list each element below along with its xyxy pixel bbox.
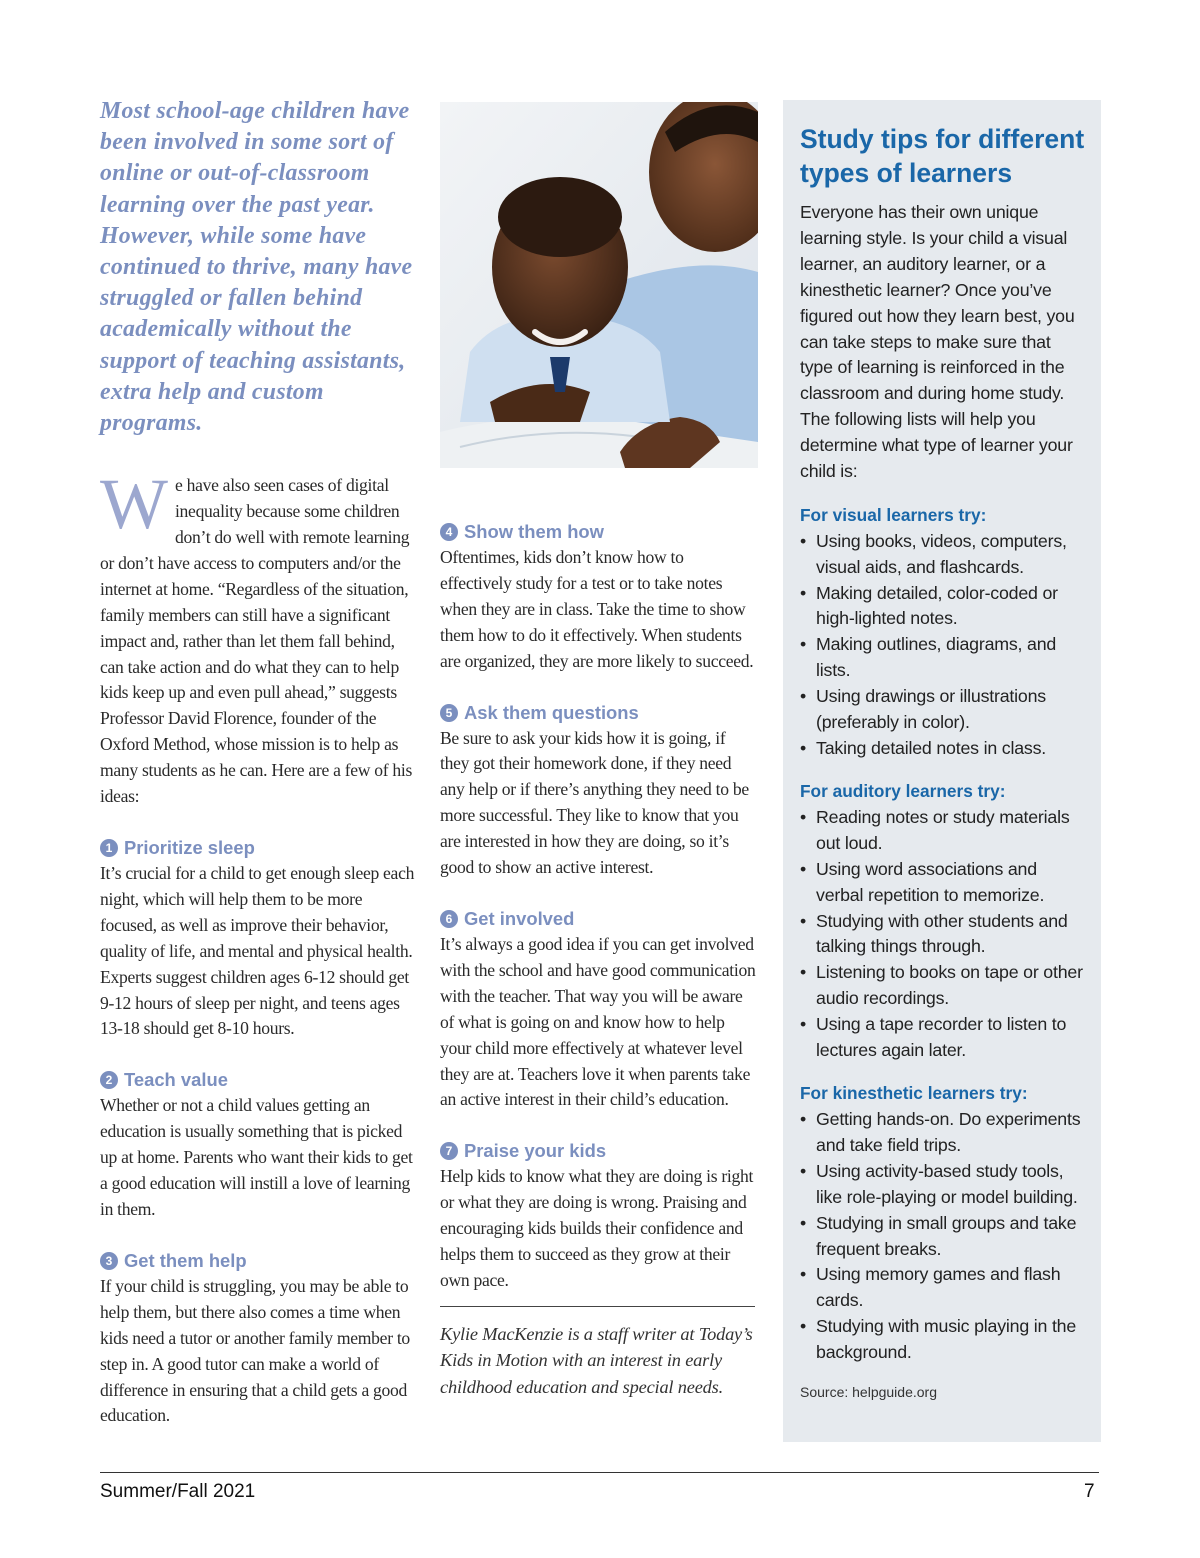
tip-4 — [440, 520, 758, 675]
tip-2 — [100, 1068, 416, 1223]
lead-text: e have also seen cases of digital inequality because some children don’t do well with remote learning or don’t have access to computers and/or the internet at home. “Regardless of the situation, family members can still have a significant impact and, rather than let them fall behind, can take action and do what they can to help kids keep up and even pull ahead,” suggests Professor David Florence, founder of the Oxford Method, whose mission is to help as many students as he can. Here are a few of his ideas: — [100, 475, 413, 807]
lead-paragraph — [100, 464, 416, 810]
middle-column — [440, 102, 758, 1419]
footer-divider — [100, 1472, 1099, 1473]
tip-3 — [100, 1249, 416, 1429]
tip-heading — [440, 1139, 758, 1163]
visual-learners-section — [800, 503, 1085, 762]
left-column — [100, 96, 416, 1429]
list-item: • Using word associations and verbal repetition to memorize. — [800, 857, 1085, 909]
tip-text: Whether or not a child values getting an education is usually something that is picked up at home. Parents who want their kids to get a good education will instill a love of learning in them. — [100, 1095, 413, 1219]
issue-label: Summer/Fall 2021 — [100, 1481, 256, 1502]
tip-title: Get them help — [124, 1249, 247, 1271]
page-number: 7 — [1084, 1481, 1095, 1502]
byline-divider — [440, 1306, 755, 1307]
tip-text: It’s crucial for a child to get enough sleep each night, which will help them to be more focused, as well as improve their behavior, quality of life, and mental and physical health. Experts suggest children ages 6-12 should get 9-12 hours of sleep per night, and teens ages 13-18 should get 8-10 hours. — [100, 863, 415, 1039]
list-item: • Making detailed, color-coded or high-lighted notes. — [800, 581, 1085, 633]
list-item: • Using activity-based study tools, like role-playing or model building. — [800, 1159, 1085, 1211]
source-credit: Source: helpguide.org — [800, 1384, 937, 1401]
tip-title: Praise your kids — [464, 1140, 607, 1162]
sidebar-title: Study tips for different types of learners — [800, 124, 1085, 188]
list-item: • Studying with music playing in the background. — [800, 1314, 1085, 1366]
tips-list — [800, 805, 1085, 1064]
tips-list — [800, 529, 1085, 762]
list-item: • Using drawings or illustrations (preferably in color). — [800, 684, 1085, 736]
list-item: • Using a tape recorder to listen to lectures again later. — [800, 1012, 1085, 1064]
drop-cap: W — [100, 464, 168, 545]
tip-number-badge: 5 — [440, 704, 458, 722]
tip-heading — [440, 907, 758, 931]
tip-7 — [440, 1139, 758, 1294]
tip-heading — [100, 836, 416, 860]
list-item: • Reading notes or study materials out loud. — [800, 805, 1085, 857]
list-item: • Getting hands-on. Do experiments and take field trips. — [800, 1107, 1085, 1159]
tip-text: If your child is struggling, you may be able to help them, but there also comes a time when kids need a tutor or another family member to step in. A good tutor can make a world of difference in ensuring that a child gets a good education. — [100, 1275, 410, 1426]
tip-text: Be sure to ask your kids how it is going, if they got their homework done, if they need any help or if there’s anything they need to be more successful. They like to know that you are interested in how they are doing, so it’s good to show an active interest. — [440, 727, 749, 878]
auditory-learners-section — [800, 779, 1085, 1064]
tip-title: Prioritize sleep — [124, 837, 255, 859]
tip-title: Teach value — [124, 1069, 228, 1091]
tip-text: Oftentimes, kids don’t know how to effectively study for a test or to take notes when they are in class. Take the time to show them how to do it effectively. When students are organized, they are more likely to succeed. — [440, 547, 754, 671]
study-tips-sidebar — [783, 100, 1101, 1442]
section-heading: For visual learners try: — [800, 504, 987, 525]
tips-list — [800, 1107, 1085, 1366]
tip-heading — [100, 1068, 416, 1092]
tip-6 — [440, 907, 758, 1113]
tip-number-badge: 1 — [100, 839, 118, 857]
tip-heading — [100, 1249, 416, 1273]
author-byline: Kylie MacKenzie is a staff writer at Today’s Kids in Motion with an interest in early childhood education and special needs. — [440, 1323, 753, 1397]
tip-text: It’s always a good idea if you can get involved with the school and have good communication with the teacher. That way you will be aware of what is going on and know how to help your child more effectively at whatever level they are at. Teachers love it when parents take an active interest in their child’s education. — [440, 933, 756, 1110]
list-item: • Studying in small groups and take frequent breaks. — [800, 1211, 1085, 1263]
intro-pullquote: Most school-age children have been involved in some sort of online or out-of-classroom learning over the past year. However, while some have continued to thrive, many have struggled or fallen behind academically without the support of teaching assistants, extra help and custom programs. — [100, 98, 413, 437]
tip-number-badge: 6 — [440, 910, 458, 928]
tip-heading — [440, 701, 758, 725]
list-item: • Listening to books on tape or other audio recordings. — [800, 960, 1085, 1012]
tip-1 — [100, 836, 416, 1042]
section-heading: For kinesthetic learners try: — [800, 1082, 1028, 1103]
tip-heading — [440, 520, 758, 544]
tip-number-badge: 2 — [100, 1071, 118, 1089]
list-item: • Using memory games and flash cards. — [800, 1262, 1085, 1314]
father-and-son-reading-photo — [440, 102, 758, 468]
list-item: • Taking detailed notes in class. — [800, 736, 1085, 762]
tip-title: Ask them questions — [464, 701, 639, 723]
tip-text: Help kids to know what they are doing is right or what they are doing is wrong. Praising and encouraging kids builds their confidence and helps them to succeed as they grow at their own pace. — [440, 1166, 754, 1290]
section-heading: For auditory learners try: — [800, 780, 1006, 801]
tip-5 — [440, 701, 758, 881]
list-item: • Studying with other students and talking things through. — [800, 909, 1085, 961]
tip-number-badge: 3 — [100, 1252, 118, 1270]
kinesthetic-learners-section — [800, 1081, 1085, 1366]
tip-title: Show them how — [464, 521, 604, 542]
tip-number-badge: 4 — [440, 523, 458, 541]
list-item: • Using books, videos, computers, visual aids, and flashcards. — [800, 529, 1085, 581]
sidebar-intro: Everyone has their own unique learning style. Is your child a visual learner, an auditory learner, or a kinesthetic learner? Once you’ve figured out how they learn best, you can take steps to make sure that type of learning is reinforced in the classroom and during home study. The following lists will help you determine what type of learner your child is: — [800, 202, 1075, 482]
list-item: • Making outlines, diagrams, and lists. — [800, 632, 1085, 684]
tip-number-badge: 7 — [440, 1142, 458, 1160]
tip-title: Get involved — [464, 907, 575, 929]
